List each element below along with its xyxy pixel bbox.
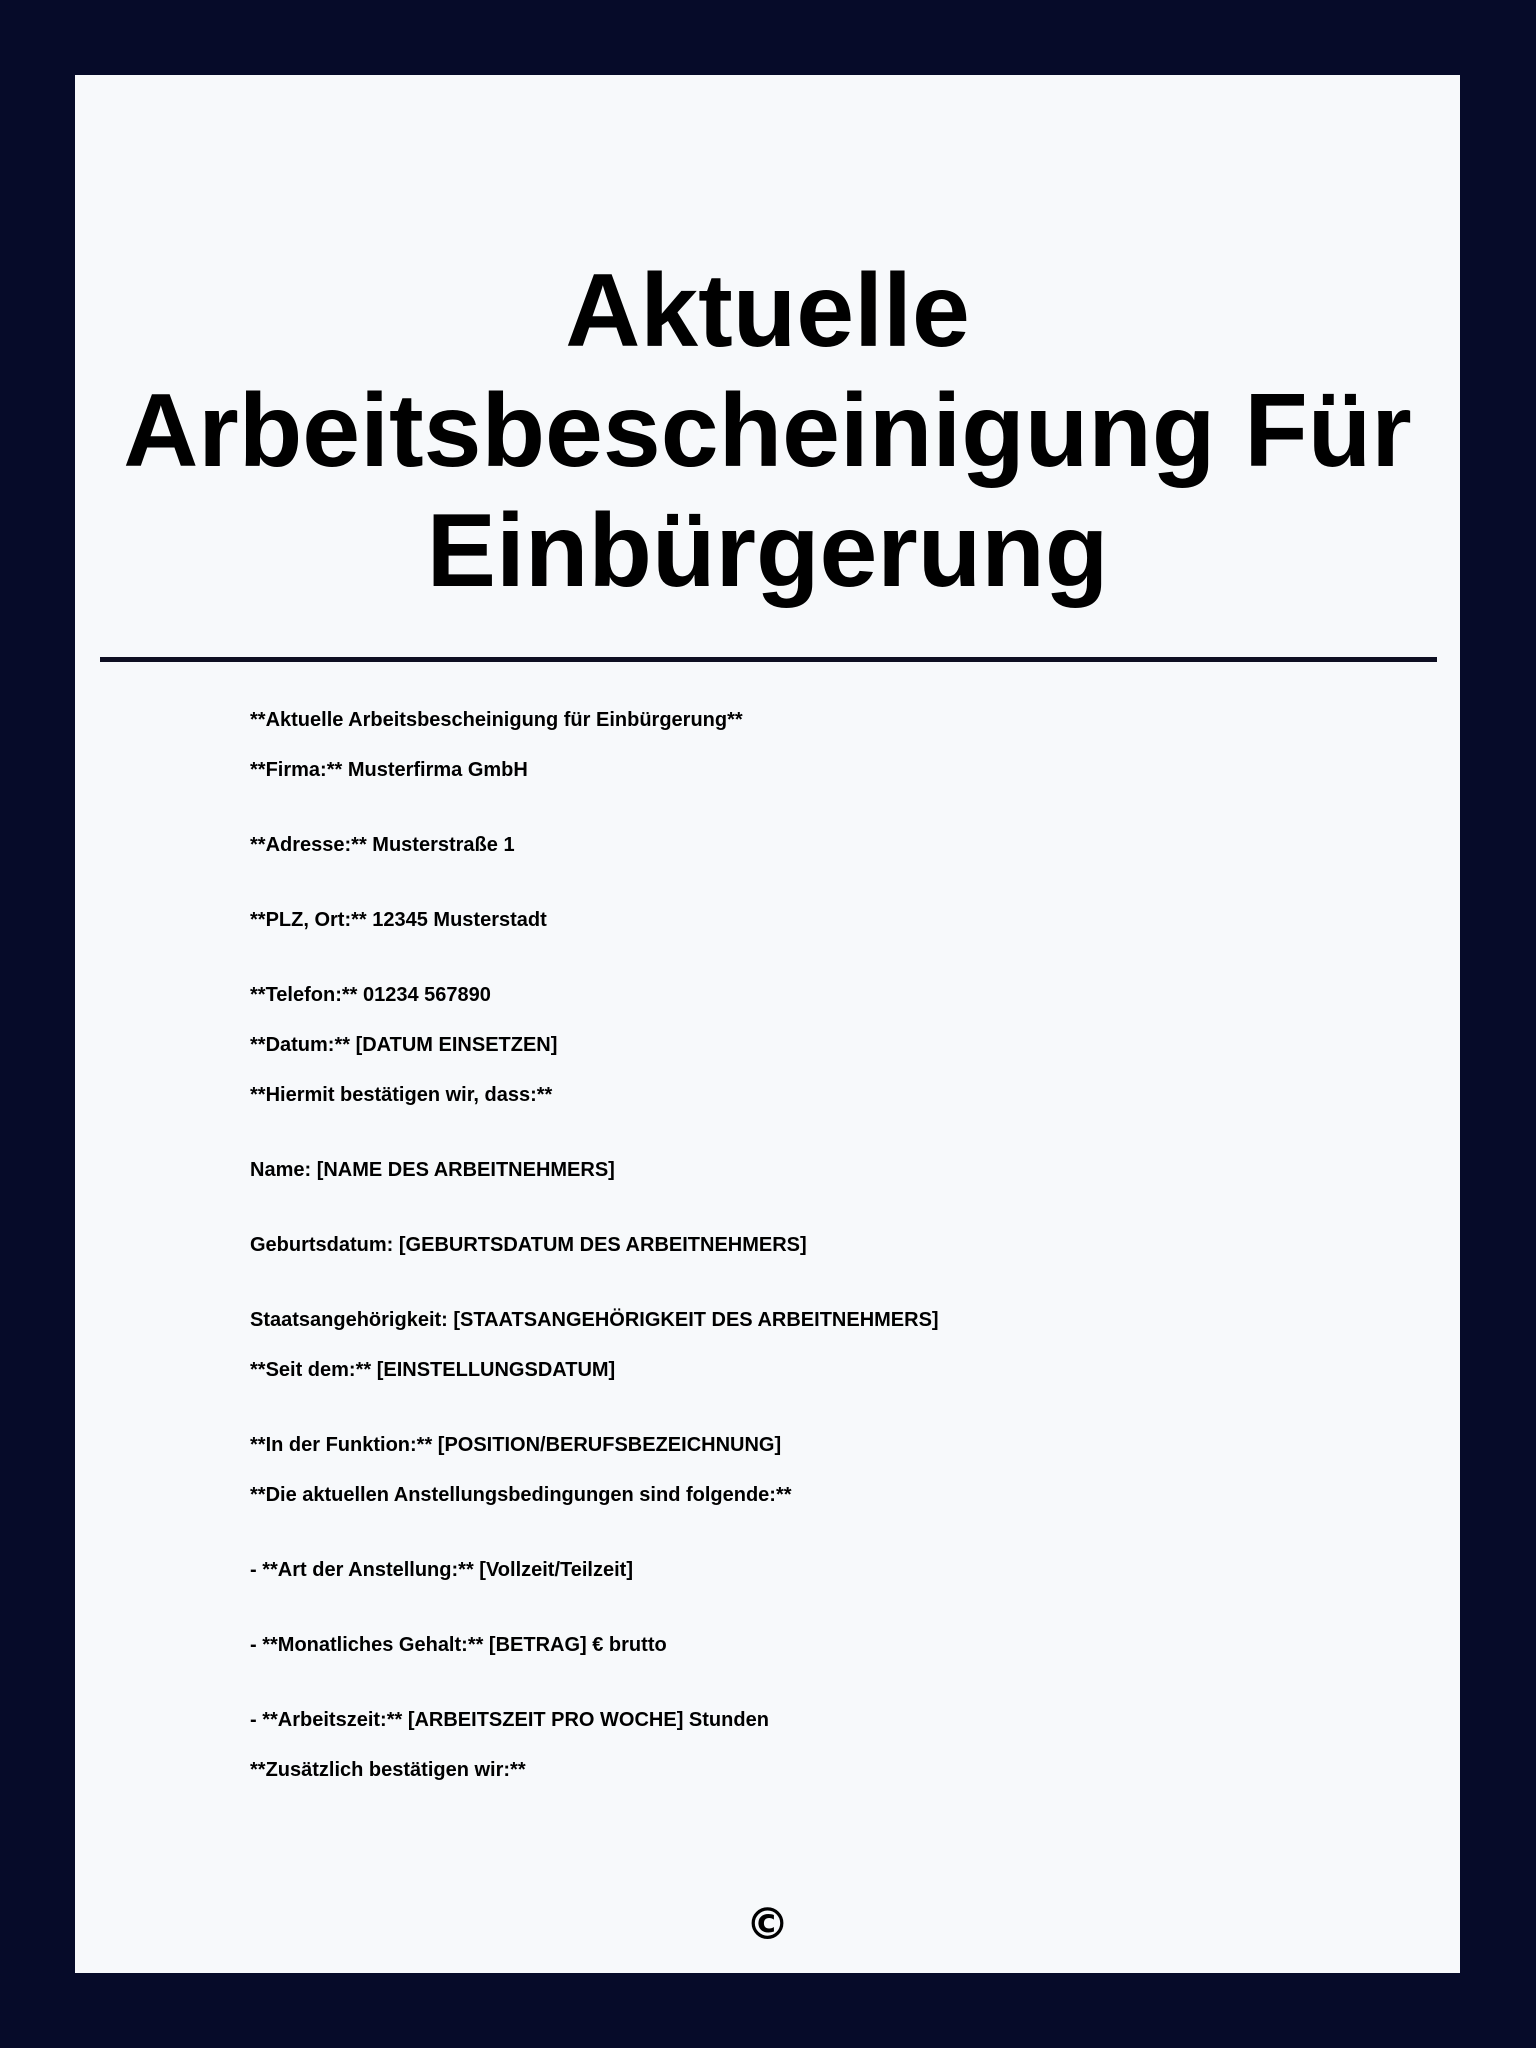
monthly-salary-item: - **Monatliches Gehalt:** [BETRAG] € brutto	[250, 1634, 667, 1656]
employee-name-line: Name: [NAME DES ARBEITNEHMERS]	[250, 1159, 615, 1181]
title-line-2: Arbeitsbescheinigung Für	[123, 373, 1412, 489]
position-line: **In der Funktion:** [POSITION/BERUFSBEZEICHNUNG]	[250, 1434, 782, 1456]
postcode-city-line: **PLZ, Ort:** 12345 Musterstadt	[250, 909, 547, 931]
company-line: **Firma:** Musterfirma GmbH	[250, 759, 528, 781]
additional-confirmation-line: **Zusätzlich bestätigen wir:**	[250, 1759, 526, 1781]
birthdate-line: Geburtsdatum: [GEBURTSDATUM DES ARBEITNEHMERS]	[250, 1234, 807, 1256]
body-heading: **Aktuelle Arbeitsbescheinigung für Einbürgerung**	[250, 709, 743, 731]
copyright-icon: ©	[745, 1899, 790, 1950]
document-page	[75, 75, 1460, 1973]
title-line-1: Aktuelle	[565, 253, 970, 369]
title-line-3: Einbürgerung	[426, 493, 1109, 609]
working-hours-item: - **Arbeitszeit:** [ARBEITSZEIT PRO WOCHE] Stunden	[250, 1709, 769, 1731]
address-line: **Adresse:** Musterstraße 1	[250, 834, 515, 856]
conditions-intro: **Die aktuellen Anstellungsbedingungen sind folgende:**	[250, 1484, 792, 1506]
title-divider	[100, 657, 1437, 662]
employment-start-line: **Seit dem:** [EINSTELLUNGSDATUM]	[250, 1359, 616, 1381]
nationality-line: Staatsangehörigkeit: [STAATSANGEHÖRIGKEIT DES ARBEITNEHMERS]	[250, 1309, 939, 1331]
employment-type-item: - **Art der Anstellung:** [Vollzeit/Teilzeit]	[250, 1559, 633, 1581]
confirmation-intro: **Hiermit bestätigen wir, dass:**	[250, 1084, 553, 1106]
document-title	[75, 251, 1460, 611]
phone-line: **Telefon:** 01234 567890	[250, 984, 491, 1006]
date-line: **Datum:** [DATUM EINSETZEN]	[250, 1034, 558, 1056]
